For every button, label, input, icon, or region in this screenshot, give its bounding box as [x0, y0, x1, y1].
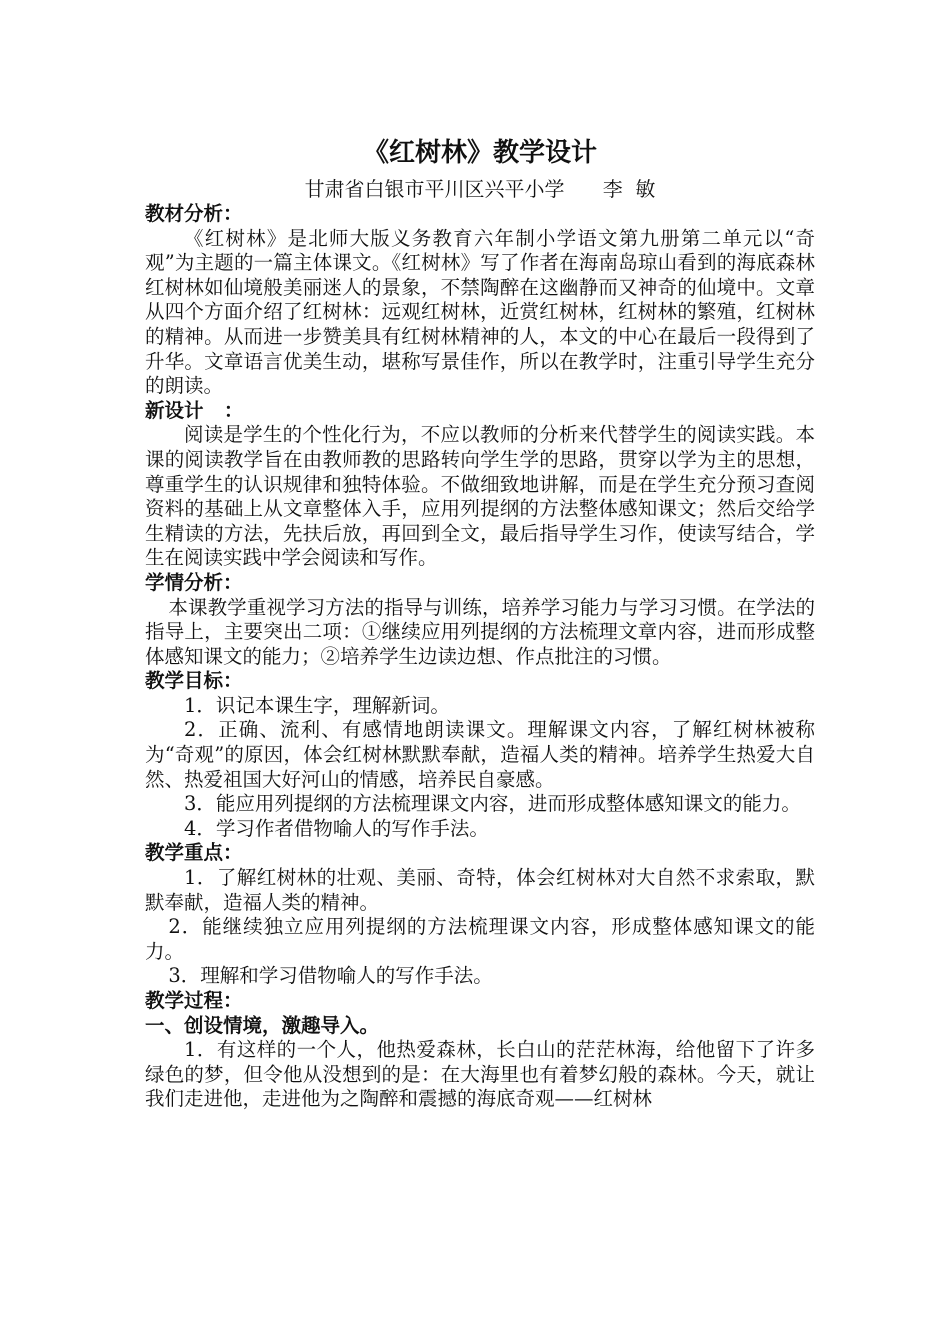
goal-item: 4．学习作者借物喻人的写作手法。 [184, 816, 489, 840]
analysis-paragraph: 《红树林》是北师大版义务教育六年制小学语文第九册第二单元以“奇观”为主题的一篇主体课文。《红树林》写了作者在海南岛琼山看到的海底森林红树林如仙境般美丽迷人的景象，不禁陶醉在这幽静而又神奇的仙境中。文章从四个方面介绍了红树林：远观红树林，近赏红树林，红树林的繁殖，红树林的精神。从而进一步赞美具有红树林精神的人，本文的中心在最后一段得到了升华。文章语言优美生动，堪称写景佳作，所以在教学时，注重引导学生充分的朗读。 [145, 226, 815, 398]
heading-analysis: 教材分析： [145, 202, 243, 225]
focus-item: 2．能继续独立应用列提纲的方法梳理课文内容，形成整体感知课文的能力。 [145, 915, 815, 963]
focus-item: 1．了解红树林的壮观、美丽、奇特，体会红树林对大自然不求索取，默默奉献，造福人类的精神。 [145, 866, 815, 914]
focus-item: 3．理解和学习借物喻人的写作手法。 [168, 964, 493, 988]
goal-item: 3．能应用列提纲的方法梳理课文内容，进而形成整体感知课文的能力。 [184, 792, 801, 816]
students-paragraph: 本课教学重视学习方法的指导与训练，培养学习能力与学习习惯。在学法的指导上，主要突出二项：①继续应用列提纲的方法梳理文章内容，进而形成整体感知课文的能力；②培养学生边读边想、作点批注的习惯。 [145, 595, 815, 668]
heading-design: 新设计 ： [145, 398, 244, 422]
goal-item: 1．识记本课生字，理解新词。 [184, 693, 450, 717]
heading-process: 教学过程： [145, 989, 243, 1012]
author-byline: 甘肃省白银市平川区兴平小学 李 敏 [304, 177, 656, 201]
document-title: 《红树林》教学设计 [362, 138, 597, 168]
document-page [145, 136, 815, 1112]
heading-students: 学情分析： [145, 570, 243, 594]
goal-item: 2．正确、流利、有感情地朗读课文。理解课文内容，了解红树林被称为“奇观”的原因，体会红树林默默奉献，造福人类的精神。培养学生热爱大自然、热爱祖国大好河山的情感，培养民自豪感。 [145, 718, 815, 791]
heading-goals: 教学目标： [145, 669, 243, 693]
process-step-paragraph: 1．有这样的一个人，他热爱森林，长白山的茫茫林海，给他留下了许多绿色的梦，但令他从没想到的是：在大海里也有着梦幻般的森林。今天，就让我们走进他，走进他为之陶醉和震撼的海底奇观——红树林 [145, 1038, 815, 1111]
design-paragraph: 阅读是学生的个性化行为，不应以教师的分析来代替学生的阅读实践。本课的阅读教学旨在由教师教的思路转向学生学的思路，贯穿以学为主的思想，尊重学生的认识规律和独特体验。不做细致地讲解，而是在学生充分预习查阅资料的基础上从文章整体入手，应用列提纲的方法整体感知课文；然后交给学生精读的方法，先扶后放，再回到全文，最后指导学生习作，使读写结合，学生在阅读实践中学会阅读和写作。 [145, 423, 815, 570]
process-step-heading: 一、创设情境，激趣导入。 [145, 1013, 380, 1037]
heading-focus: 教学重点： [145, 841, 243, 865]
